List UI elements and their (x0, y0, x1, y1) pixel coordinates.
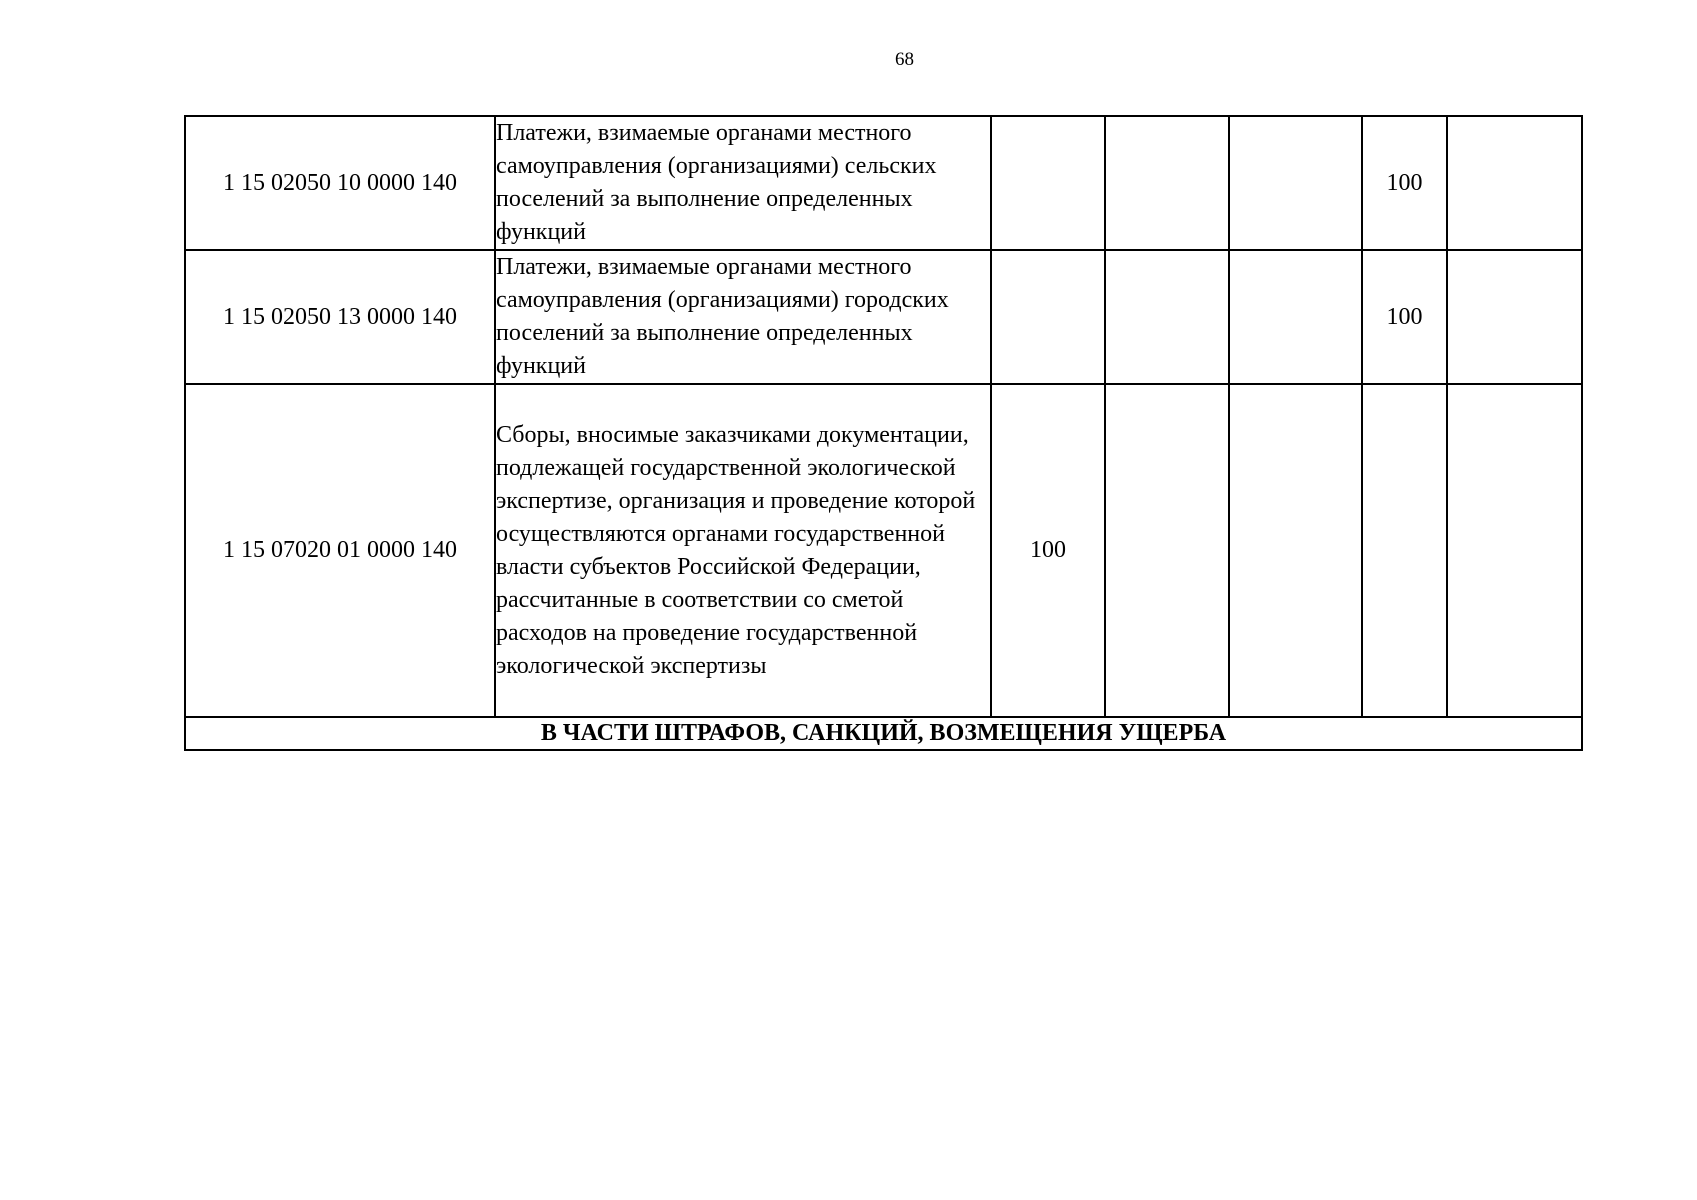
budget-code-cell: 1 15 02050 10 0000 140 (185, 116, 495, 250)
value-cell (991, 116, 1105, 250)
value-cell (1362, 384, 1447, 717)
value-cell (1229, 116, 1362, 250)
value-cell: 100 (1362, 250, 1447, 384)
value-cell: 100 (1362, 116, 1447, 250)
value-cell (1105, 384, 1229, 717)
section-heading-row (185, 717, 1582, 750)
revenue-name-cell: Платежи, взимаемые органами местного самоуправления (организациями) городских поселений за выполнение определенных функций (495, 250, 991, 384)
value-cell (1105, 250, 1229, 384)
page-number: 68 (895, 49, 914, 70)
budget-code-cell: 1 15 02050 13 0000 140 (185, 250, 495, 384)
budget-revenue-table (184, 115, 1583, 751)
value-cell: 100 (991, 384, 1105, 717)
table-row (185, 384, 1582, 717)
budget-code-cell: 1 15 07020 01 0000 140 (185, 384, 495, 717)
table-row (185, 250, 1582, 384)
revenue-name-cell: Сборы, вносимые заказчиками документации, подлежащей государственной экологической экспертизе, организация и проведение которой осуществляются органами государственной власти субъектов Российской Федерации, рассчитанные в соответствии со сметой расходов на проведение государственной экологической экспертизы (495, 384, 991, 717)
value-cell (1447, 116, 1582, 250)
revenue-name-cell: Платежи, взимаемые органами местного самоуправления (организациями) сельских поселений за выполнение определенных функций (495, 116, 991, 250)
value-cell (1447, 250, 1582, 384)
value-cell (1229, 250, 1362, 384)
value-cell (1105, 116, 1229, 250)
table-row (185, 116, 1582, 250)
value-cell (991, 250, 1105, 384)
section-heading: В ЧАСТИ ШТРАФОВ, САНКЦИЙ, ВОЗМЕЩЕНИЯ УЩЕРБА (185, 717, 1582, 750)
value-cell (1229, 384, 1362, 717)
value-cell (1447, 384, 1582, 717)
